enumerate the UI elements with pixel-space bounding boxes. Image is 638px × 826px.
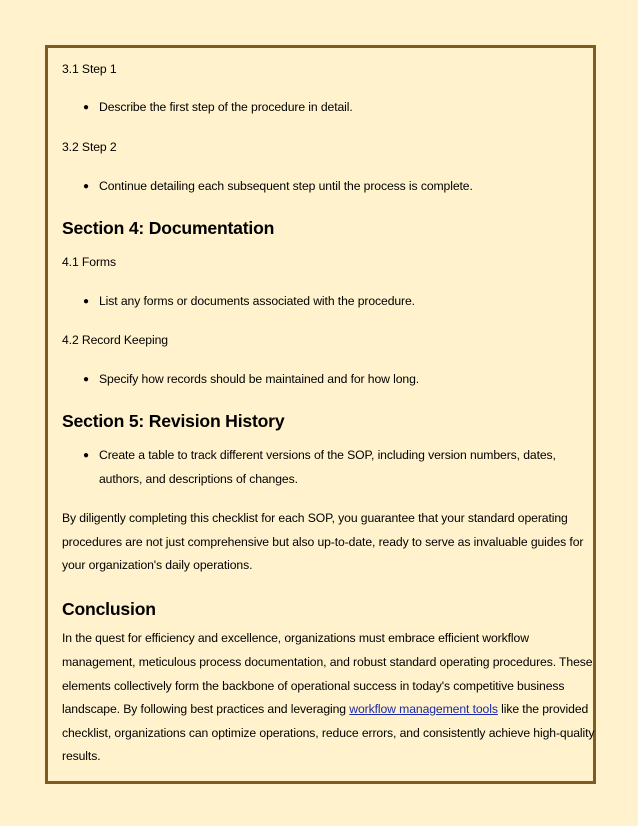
bullet-step-2: Continue detailing each subsequent step until the process is complete.	[99, 179, 473, 193]
section-4-title: Section 4: Documentation	[62, 218, 275, 238]
summary-line-2: procedures are not just comprehensive but also up-to-date, ready to serve as invaluable guides for	[62, 535, 584, 549]
workflow-management-tools-link[interactable]: workflow management tools	[349, 702, 498, 716]
bullet-marker: ●	[83, 102, 89, 113]
conclusion-line-5: checklist, organizations can optimize operations, reduce errors, and consistently achieve high-quality	[62, 726, 595, 740]
bullet-marker: ●	[83, 450, 89, 461]
conclusion-line-4-end: like the provided	[497, 702, 589, 716]
bullet-marker: ●	[83, 296, 89, 307]
conclusion-line-2: management, meticulous process documentation, and robust standard operating procedures. These	[62, 655, 593, 669]
subheading-forms: 4.1 Forms	[62, 255, 116, 269]
summary-line-3: your organization's daily operations.	[62, 558, 253, 572]
conclusion-line-4	[62, 702, 588, 716]
bullet-revision-line-2: authors, and descriptions of changes.	[99, 472, 298, 486]
conclusion-line-1: In the quest for efficiency and excellence, organizations must embrace efficient workflow	[62, 631, 529, 645]
subheading-step-1: 3.1 Step 1	[62, 62, 117, 76]
conclusion-title: Conclusion	[62, 599, 156, 619]
conclusion-line-3: elements collectively form the backbone of operational success in today's competitive business	[62, 679, 565, 693]
bullet-forms: List any forms or documents associated with the procedure.	[99, 294, 415, 308]
bullet-marker: ●	[83, 181, 89, 192]
summary-line-1: By diligently completing this checklist for each SOP, you guarantee that your standard operating	[62, 511, 568, 525]
bullet-revision-line-1: Create a table to track different versions of the SOP, including version numbers, dates,	[99, 448, 556, 462]
bullet-marker: ●	[83, 374, 89, 385]
subheading-step-2: 3.2 Step 2	[62, 140, 117, 154]
bullet-step-1: Describe the first step of the procedure in detail.	[99, 100, 353, 114]
subheading-record-keeping: 4.2 Record Keeping	[62, 333, 168, 347]
conclusion-line-4-start: landscape. By following best practices and leveraging	[62, 702, 350, 716]
section-5-title: Section 5: Revision History	[62, 411, 285, 431]
conclusion-line-6: results.	[62, 749, 101, 763]
bullet-records: Specify how records should be maintained and for how long.	[99, 372, 420, 386]
